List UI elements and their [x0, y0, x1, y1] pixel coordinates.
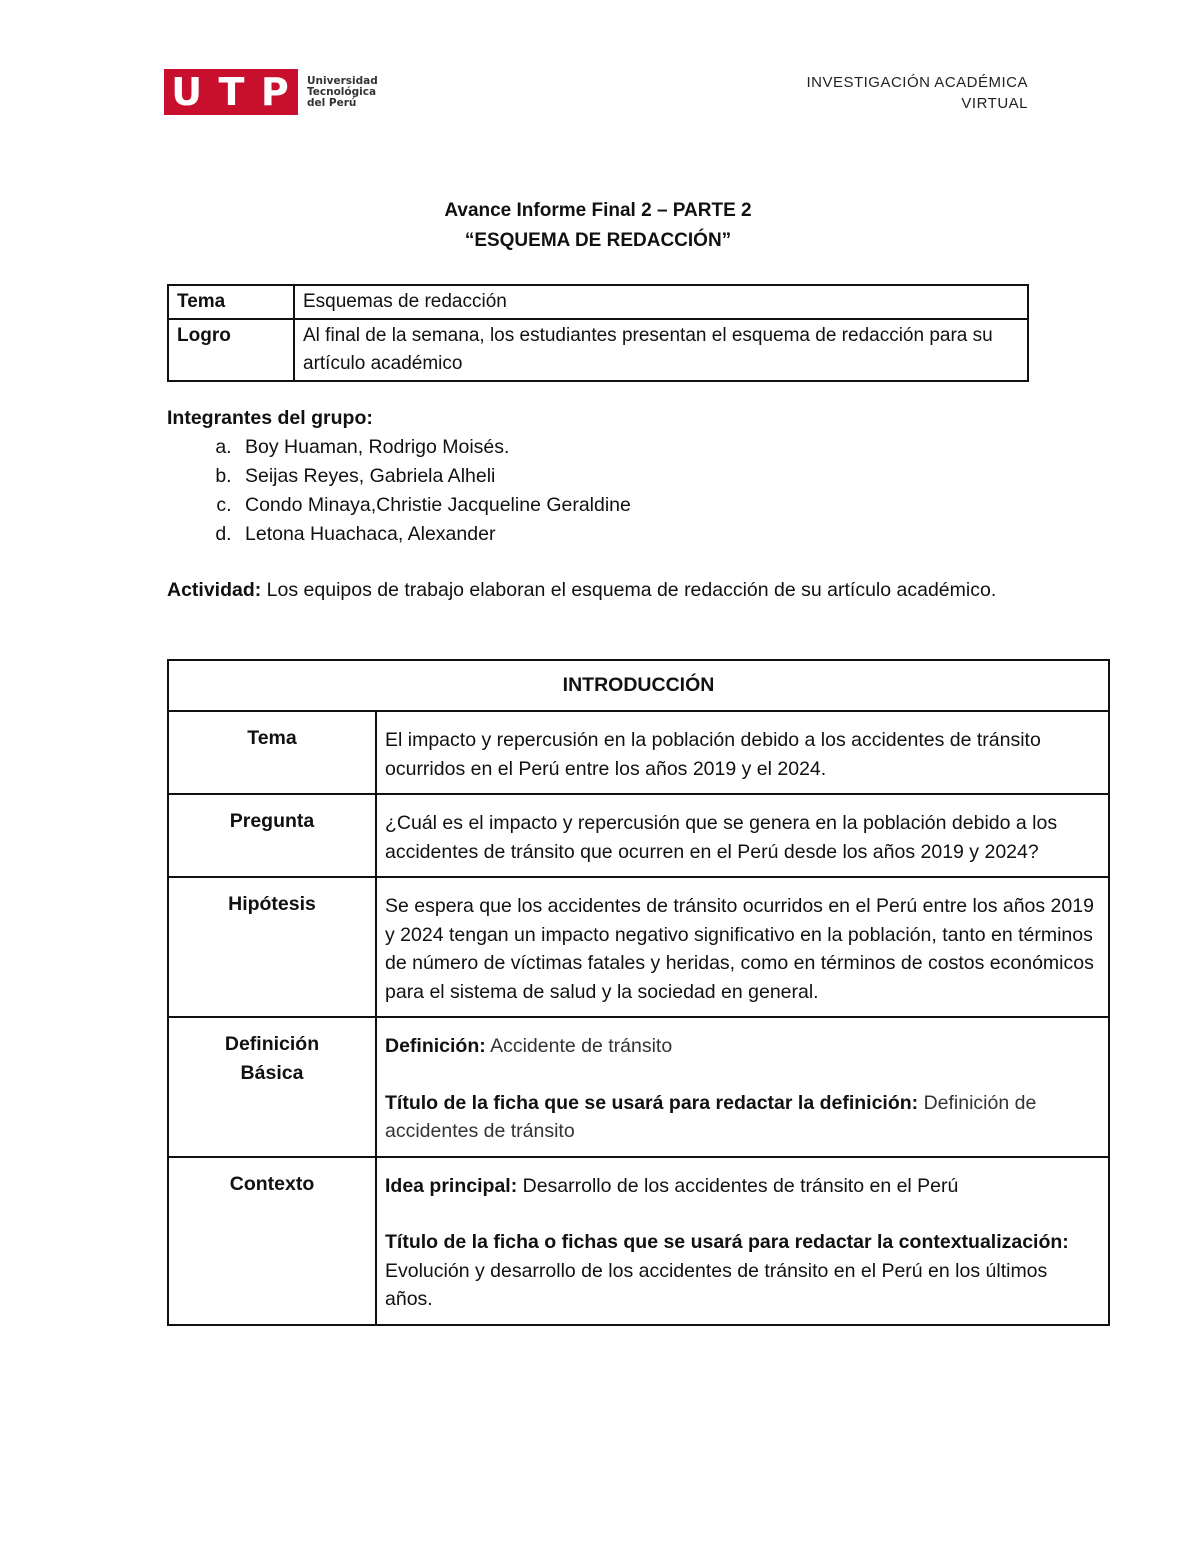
- info-table: [167, 284, 1029, 382]
- logo-letter-t: T: [218, 70, 247, 114]
- context-ficha-value: Evolución y desarrollo de los accidentes de tránsito en el Perú en los últimos años.: [385, 1259, 1048, 1310]
- row-value-definicion: [376, 1017, 1109, 1157]
- definition-ficha-line: [385, 1089, 1100, 1146]
- definition-label: Definición:: [385, 1035, 486, 1057]
- row-key-tema: Tema: [168, 711, 376, 794]
- course-name: INVESTIGACIÓN ACADÉMICA: [806, 74, 1028, 91]
- introduction-heading: INTRODUCCIÓN: [168, 660, 1109, 711]
- row-key-hipotesis: Hipótesis: [168, 877, 376, 1017]
- activity-text: Los equipos de trabajo elaboran el esquema de redacción de su artículo académico.: [261, 579, 997, 601]
- idea-label: Idea principal:: [385, 1174, 518, 1197]
- logo-text-line: Tecnológica: [307, 85, 377, 98]
- row-value-tema: El impacto y repercusión en la población debido a los accidentes de tránsito ocurridos en el Perú entre los años 2019 y el 2024.: [376, 711, 1109, 794]
- info-value: Esquemas de redacción: [294, 285, 1028, 319]
- table-row: [168, 319, 1028, 381]
- course-modality: VIRTUAL: [961, 95, 1028, 112]
- table-row: [168, 285, 1028, 319]
- row-value-hipotesis: Se espera que los accidentes de tránsito ocurridos en el Perú entre los años 2019 y 2024 tengan un impacto negativo significativo en la población, tanto en términos de número de víctimas fatales y heridas, como en términos de costos económicos para el sistema de salud y la sociedad en general.: [376, 877, 1109, 1017]
- introduction-table: [167, 659, 1110, 1326]
- table-row: [168, 794, 1109, 877]
- list-item: b. Seijas Reyes, Gabriela Alheli: [237, 462, 631, 491]
- definition-line: [385, 1032, 1100, 1061]
- logo-wordmark: [307, 76, 378, 109]
- row-key-definicion: [168, 1017, 376, 1157]
- key-line: Básica: [240, 1061, 304, 1084]
- context-ficha-label: Título de la ficha o fichas que se usará para redactar la contextualización:: [385, 1231, 1069, 1253]
- table-row: [168, 877, 1109, 1017]
- info-key: Logro: [168, 319, 294, 381]
- members-list: [167, 433, 631, 549]
- logo-letter-u: U: [171, 70, 205, 114]
- utp-logo: [164, 69, 378, 115]
- document-subtitle: “ESQUEMA DE REDACCIÓN”: [464, 230, 732, 251]
- document-title: Avance Informe Final 2 – PARTE 2: [444, 200, 752, 221]
- list-item: d. Letona Huachaca, Alexander: [237, 520, 631, 549]
- list-item: c. Condo Minaya,Christie Jacqueline Geraldine: [237, 491, 631, 520]
- definition-ficha-label: Título de la ficha que se usará para redactar la definición:: [385, 1091, 919, 1114]
- idea-value: Desarrollo de los accidentes de tránsito en el Perú: [517, 1174, 959, 1197]
- definition-ficha-value: Definición de accidentes de tránsito: [385, 1091, 1037, 1142]
- row-key-contexto: Contexto: [168, 1157, 376, 1325]
- info-key: Tema: [168, 285, 294, 319]
- activity-label: Actividad:: [167, 579, 262, 601]
- idea-line: [385, 1172, 1100, 1201]
- table-row: [168, 1017, 1109, 1157]
- logo-letter-p: P: [260, 70, 291, 114]
- logo-text-line: Universidad: [307, 74, 378, 87]
- key-line: Definición: [224, 1033, 320, 1055]
- row-key-pregunta: Pregunta: [168, 794, 376, 877]
- logo-text-line: del Perú: [307, 96, 357, 109]
- utp-logo-mark: [164, 69, 298, 115]
- group-members: [167, 404, 631, 549]
- list-item: a. Boy Huaman, Rodrigo Moisés.: [237, 433, 631, 462]
- members-heading: Integrantes del grupo:: [167, 407, 373, 429]
- row-value-contexto: [376, 1157, 1109, 1325]
- row-value-pregunta: ¿Cuál es el impacto y repercusión que se genera en la población debido a los accidentes de tránsito que ocurren en el Perú desde los años 2019 y 2024?: [376, 794, 1109, 877]
- table-row: [168, 1157, 1109, 1325]
- info-value: Al final de la semana, los estudiantes presentan el esquema de redacción para su artículo académico: [294, 319, 1028, 381]
- course-header: [806, 72, 1028, 114]
- table-row: [168, 660, 1109, 711]
- activity-paragraph: [167, 576, 1027, 605]
- definition-value: Accidente de tránsito: [485, 1035, 673, 1057]
- table-row: [168, 711, 1109, 794]
